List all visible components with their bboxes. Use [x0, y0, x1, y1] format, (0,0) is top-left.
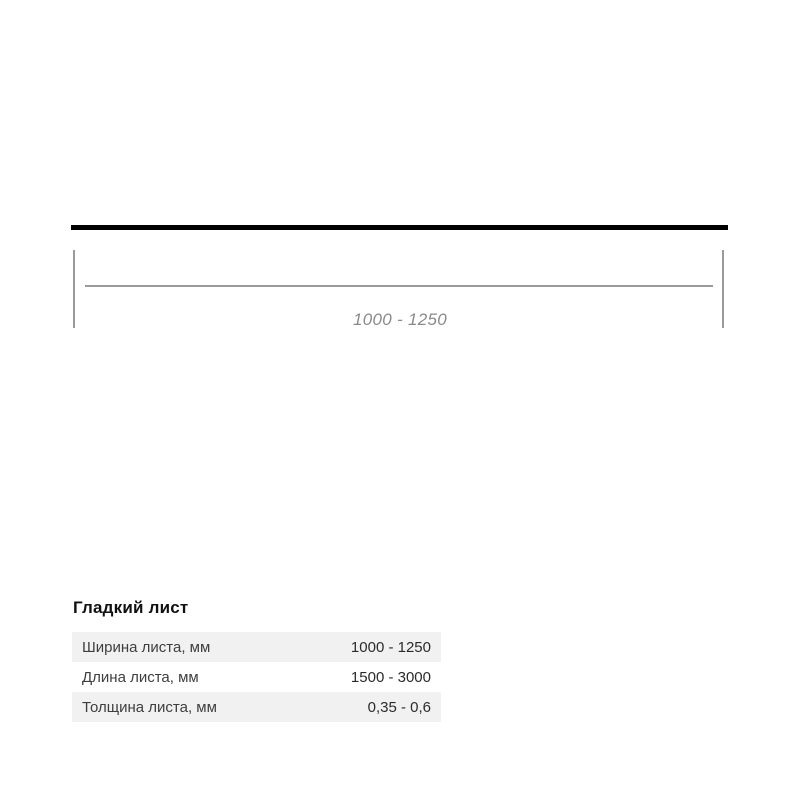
sheet-profile-line	[71, 225, 728, 230]
spec-value: 0,35 - 0,6	[367, 698, 431, 716]
spec-label: Длина листа, мм	[82, 668, 199, 686]
table-row-width	[72, 632, 441, 662]
spec-value: 1000 - 1250	[350, 638, 431, 656]
dimension-label: 1000 - 1250	[352, 310, 448, 329]
dimension-line	[85, 285, 713, 287]
spec-table	[72, 632, 441, 722]
spec-label: Толщина листа, мм	[82, 698, 217, 716]
product-title: Гладкий лист	[73, 598, 189, 617]
table-row-length	[72, 662, 441, 692]
spec-label: Ширина листа, мм	[82, 638, 211, 656]
spec-value: 1500 - 3000	[350, 668, 431, 686]
sheet-dimension-diagram	[0, 0, 800, 340]
table-row-thickness	[72, 692, 441, 722]
